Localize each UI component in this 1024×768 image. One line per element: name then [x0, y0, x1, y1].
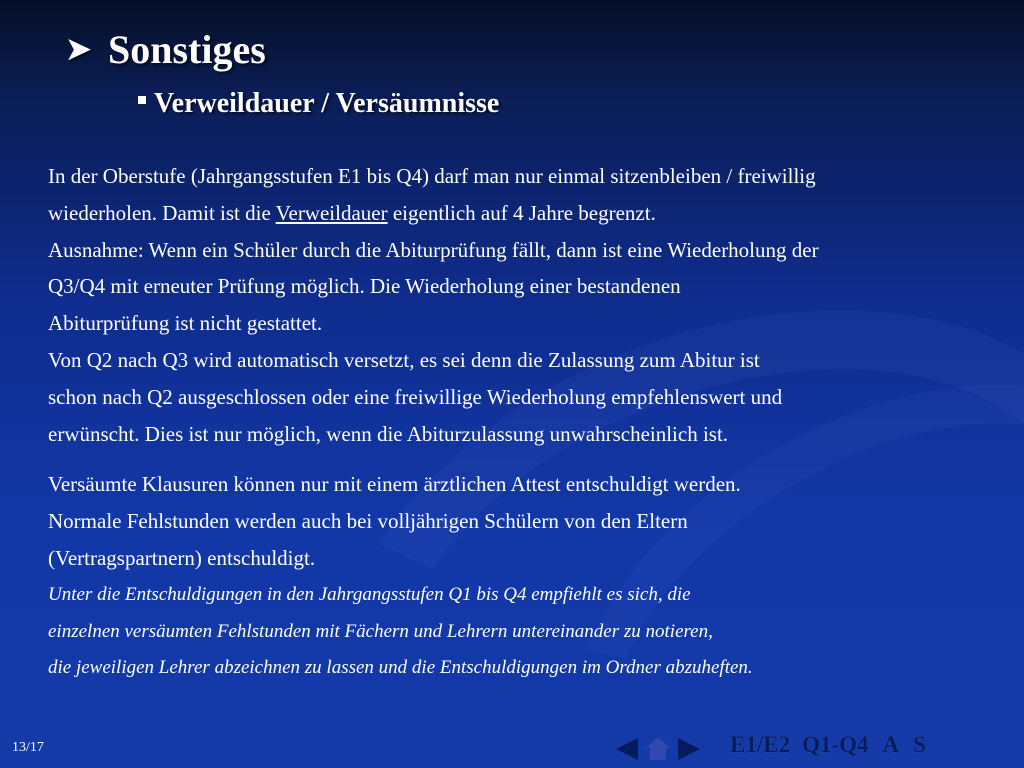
link-e1-e2[interactable]: E1/E2 [730, 732, 791, 757]
arrow-bullet-icon: ➤ [66, 33, 92, 66]
text-line: erwünscht. Dies ist nur möglich, wenn die Abiturzulassung unwahrscheinlich ist. [48, 421, 729, 446]
slide-subtitle: Verweildauer / Versäumnisse [154, 88, 500, 119]
slide-title-row [66, 26, 266, 73]
italic-note-line: Unter die Entschuldigungen in den Jahrgangsstufen Q1 bis Q4 empfiehlt es sich, die [48, 583, 691, 605]
italic-note-line: die jeweiligen Lehrer abzeichnen zu lassen und die Entschuldigungen im Ordner abzuheften. [48, 657, 753, 679]
page-number: 13/17 [12, 740, 44, 755]
text-line: Versäumte Klausuren können nur mit einem ärztlichen Attest entschuldigt werden. [48, 472, 741, 497]
text-line: schon nach Q2 ausgeschlossen oder eine freiwillige Wiederholung empfehlenswert und [48, 384, 783, 409]
text-line-with-link [48, 195, 978, 232]
slide-subtitle-row [138, 88, 499, 120]
home-icon-roof [646, 737, 670, 748]
home-icon[interactable] [646, 737, 670, 761]
text-line: (Vertragspartnern) entschuldigt. [48, 545, 316, 570]
arrow-left-icon[interactable] [616, 738, 638, 760]
text-line: Von Q2 nach Q3 wird automatisch versetzt, es sei denn die Zulassung zum Abitur ist [48, 347, 760, 372]
arrow-right-icon[interactable] [678, 738, 700, 760]
link-s[interactable]: S [913, 732, 926, 757]
link-a[interactable]: A [882, 732, 900, 757]
text-line: Q3/Q4 mit erneuter Prüfung möglich. Die Wiederholung einer bestandenen [48, 274, 681, 299]
square-bullet-icon [138, 96, 146, 104]
text-segment: eigentlich auf 4 Jahre begrenzt. [387, 200, 656, 225]
text-line: Ausnahme: Wenn ein Schüler durch die Abiturprüfung fällt, dann ist eine Wiederholung der [48, 237, 819, 262]
link-q1-q4[interactable]: Q1-Q4 [802, 732, 869, 757]
verweildauer-link[interactable]: Verweildauer [275, 200, 388, 225]
section-links [730, 732, 940, 758]
slide-content [48, 158, 978, 687]
text-line: Abiturprüfung ist nicht gestattet. [48, 311, 323, 336]
text-line: In der Oberstufe (Jahrgangsstufen E1 bis Q4) darf man nur einmal sitzenbleiben / freiwillig [48, 164, 816, 188]
slide-navigation [616, 734, 700, 764]
text-line: Normale Fehlstunden werden auch bei volljährigen Schülern von den Eltern [48, 509, 688, 534]
italic-note-line: einzelnen versäumten Fehlstunden mit Fächern und Lehrern untereinander zu notieren, [48, 620, 713, 642]
home-icon-walls [650, 748, 666, 760]
text-segment: wiederholen. Damit ist die [48, 200, 276, 225]
slide-title: Sonstiges [108, 27, 266, 72]
